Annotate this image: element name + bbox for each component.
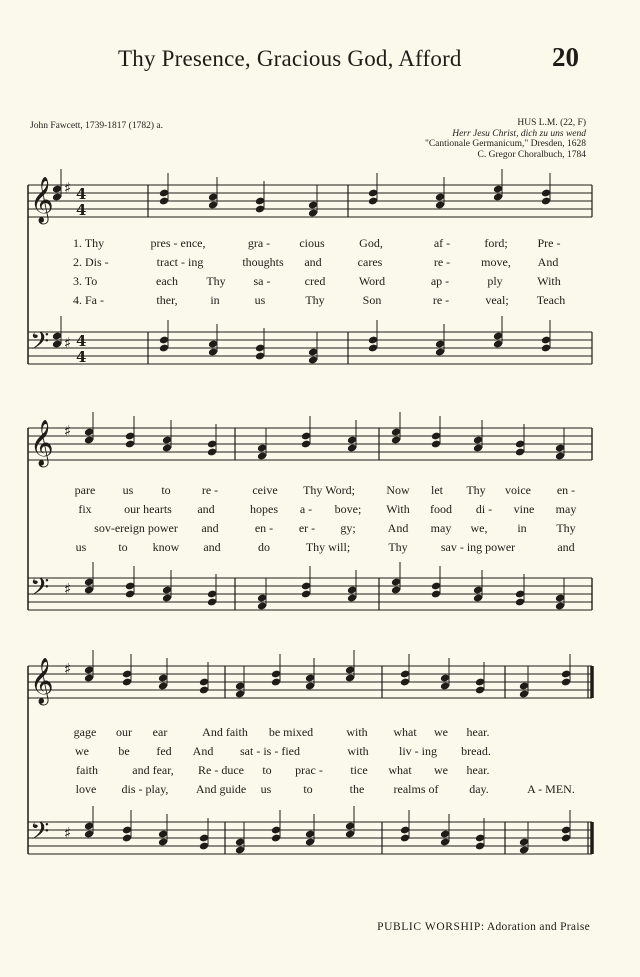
- sharp-icon: ♯: [64, 660, 72, 678]
- treble-clef-icon: 𝄞: [30, 658, 54, 704]
- lyric-line: sov-ereign power and en - er - gy; And may we, in Thy: [94, 521, 576, 535]
- staff: [28, 650, 592, 706]
- lyric-line: faith and fear, Re - duce to prac - tice what we hear.: [76, 763, 490, 777]
- lyric-line: 4. Fa - ther, in us Thy Son re - veal; Teach: [73, 293, 566, 307]
- bass-clef-icon: 𝄢: [30, 327, 50, 362]
- category-footer: [377, 921, 590, 933]
- time-signature: 4: [76, 332, 87, 350]
- staff: [28, 806, 592, 854]
- lyric-line: 1. Thy pres - ence, gra - cious God, af - ford; Pre -: [73, 236, 561, 250]
- staff: [28, 316, 592, 366]
- tune-name: HUS L.M. (22, F): [517, 118, 586, 128]
- lyrics-system-3: [0, 725, 640, 801]
- svg-text:4: 4: [76, 201, 87, 219]
- footer-subcategory: Adoration and Praise: [486, 921, 590, 933]
- footer-separator: :: [480, 921, 485, 933]
- bass-clef-icon: 𝄢: [30, 573, 50, 608]
- tune-origin: Herr Jesu Christ, dich zu uns wend: [452, 128, 586, 139]
- staff: [28, 412, 592, 468]
- sharp-icon: ♯: [64, 422, 72, 440]
- staff: [28, 562, 592, 610]
- tune-credits: [425, 118, 586, 160]
- lyric-line: fix our hearts and hopes a - bove; With food di - vine may: [78, 502, 577, 516]
- lyrics-system-2: [0, 483, 640, 559]
- bass-clef-icon: 𝄢: [30, 817, 50, 852]
- tune-source: "Cantionale Germanicum," Dresden, 1628: [424, 139, 586, 150]
- sharp-icon: ♯: [64, 334, 72, 352]
- lyric-line: 2. Dis - tract - ing thoughts and cares re - move, And: [73, 255, 559, 269]
- treble-clef-icon: 𝄞: [30, 420, 54, 466]
- lyric-line: pare us to re - ceive Thy Word; Now let Thy voice en -: [74, 483, 576, 497]
- sharp-icon: ♯: [64, 580, 72, 598]
- lyric-line: us to know and do Thy will; Thy sav - ing power and: [75, 540, 575, 554]
- svg-text:4: 4: [76, 348, 87, 366]
- lyric-line: 3. To each Thy sa - cred Word ap - ply With: [73, 274, 561, 288]
- staff: [28, 169, 592, 225]
- treble-clef-icon: 𝄞: [30, 177, 54, 223]
- time-signature: 4: [76, 185, 87, 203]
- lyric-line: gage our ear And faith be mixed with what we hear.: [73, 725, 490, 739]
- author-credit: John Fawcett, 1739-1817 (1782) a.: [30, 121, 163, 131]
- hymn-title: Thy Presence, Gracious God, Afford: [118, 46, 462, 71]
- lyrics-system-1: [0, 236, 640, 312]
- sharp-icon: ♯: [64, 824, 72, 842]
- tune-arranger: C. Gregor Choralbuch, 1784: [477, 149, 586, 160]
- sharp-icon: ♯: [64, 179, 72, 197]
- lyric-line: we be fed And sat - is - fied with liv - ing bread.: [75, 744, 491, 758]
- footer-category: PUBLIC WORSHIP: [377, 921, 481, 933]
- lyric-line: love dis - play, And guide us to the realms of day. A - MEN.: [75, 782, 575, 796]
- hymn-number: 20: [552, 42, 579, 72]
